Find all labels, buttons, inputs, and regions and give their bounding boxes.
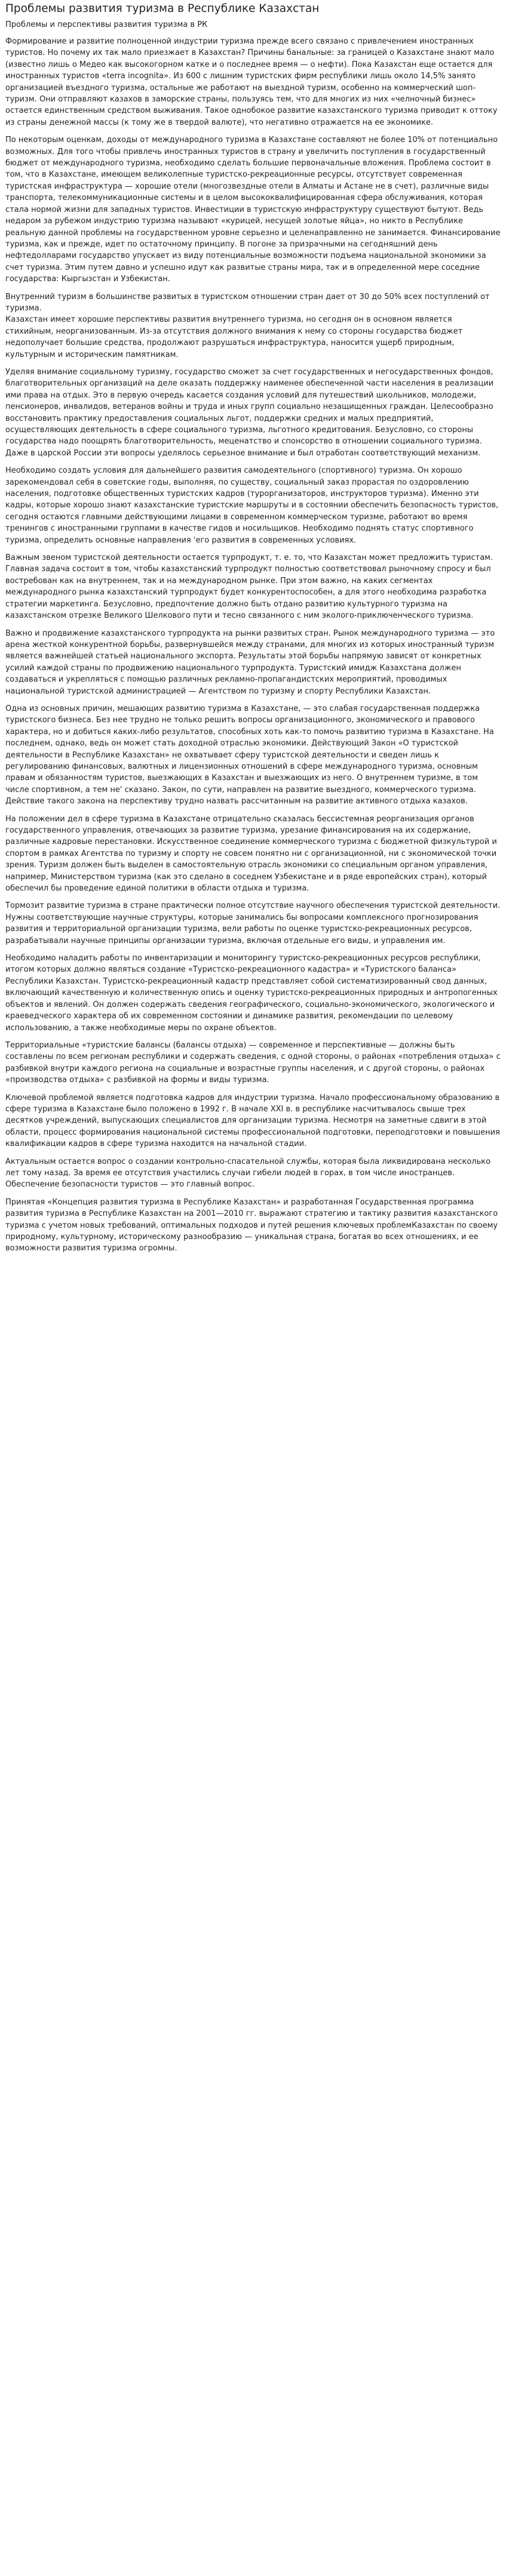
paragraph: Территориальные «туристские балансы (балансы отдыха) — современное и перспективные — должны быть составлены по всем регионам республики и содержать сведения, с одной стороны, о районах «потребления отдыха» с разбивкой внутри каждого региона на социальные и возрастные группы населения, и с другой стороны, о районах «производства отдыха» с разбивкой на формы и виды туризма. xyxy=(5,1040,501,1085)
article-title: Проблемы развития туризма в Республике Казахстан xyxy=(5,2,320,15)
paragraph: Важным звеном туристской деятельности остается турпродукт, т. е. то, что Казахстан может предложить туристам. Главная задача состоит в том, чтобы казахстанский турпродукт полностью соответствовал рыночному спросу и был востребован как на внутреннем, так и на международном рынке. При этом важно, на каких сегментах международного рынка казахстанский турпродукт будет конкурентоспособен, а для этого необходима разработка стратегии маркетинга. Безусловно, предпочтение должно быть отдано развитию культурного туризма на казахстанском отрезке Великого Шелкового пути и тесно связанного с ним эколого-приключенческого туризма. xyxy=(5,553,493,621)
paragraph: По некоторым оценкам, доходы от международного туризма в Казахстане составляют не более 10% от потенциально возможных. Для того чтобы привлечь иностранных туристов в страну и увеличить поступления в государственный бюджет от международного туризма, необходимо сделать большие первоначальные вложения. Проблема состоит в том, что в Казахстане, имеющем великолепные туристско-рекреационные ресурсы, отсутствует современная туристская инфраструктура — хорошие отели (многозвездные отели в Алматы и Астане не в счет), различные виды транспорта, телекоммуникационные системы и в целом высококвалифицированная сфера обслуживания, которая стала нормой жизни для западных туристов. Инвестиции в туристскую инфраструктуру существуют бытуют. Ведь недаром за рубежом индустрию туризма называют «курицей, несущей золотые яйца», но никто в Республике реальную данной проблемы на государственном уровне серьезно и целенаправленно не занимается. Финансирование туризма, как и прежде, идет по остаточному принципу. В погоне за призрачными на сегодняшний день нефтедолларами государство упускает из виду потенциальные возможности подъема национальной экономики за счет туризма. Этим путем давно и успешно идут как развитые страны мира, так и в определенной мере соседние государства: Кыргызстан и Узбекистан. xyxy=(5,135,501,284)
paragraph: Формирование и развитие полноценной индустрии туризма прежде всего связано с привлечением иностранных туристов. Но почему их так мало приезжает в Казахстан? Причины банальные: за границей о Казахстане знают мало (известно лишь о Медео как высокогорном катке и о последнее время — о нефти). Пока Казахстан еще остается для иностранных туристов «terra incognita». Из 600 с лишним туристских фирм республики лишь около 14,5% занято организацией въездного туризма, остальные же работают на выездной туризм, особенно на коммерческий шоп-туризм. Они отправляют казахов в заморские страны, пользуясь тем, что для многих из них «челночный бизнес» остается единственным средством выживания. Такое однобокое развитие казахстанского туризма приводит к оттоку из страны денежной массы (к тому же в твердой валюте), что негативно отражается на ее экономике. xyxy=(5,37,498,127)
article-subtitle: Проблемы и перспективы развития туризма в РК xyxy=(5,20,208,29)
paragraph: Внутренний туризм в большинстве развитых в туристском отношении стран дает от 30 до 50% всех поступлений от туризма. Казахстан имеет хорошие перспективы развития внутреннего туризма, но сегодня он в основном является стихийным, неорганизованным. Из-за отсутствия должного внимания к нему со стороны государства бюджет недополучает большие средства, продолжают разрушаться инфраструктура, наносится ущерб природным, культурным и историческим памятникам. xyxy=(5,292,490,359)
paragraph: На положении дел в сфере туризма в Казахстане отрицательно сказалась бессистемная реорганизация органов государственного управления, отвечающих за развитие туризма, урезание финансирования на их содержание, различные кадровые перестановки. Искусственное соединение коммерческого туризма с бюджетной физкультурой и спортом в рамках Агентства по туризму и спорту не совсем понятно ни с организационной, ни с экономической точки зрения. Туризм должен быть выделен в самостоятельную отрасль экономики со специальным органом управления, например, Министерством туризма (как это сделано в соседнем Узбекистане и в ряде европейских стран), который обеспечил бы проведение единой политики в области отдыха и туризма. xyxy=(5,814,497,893)
paragraph: Одна из основных причин, мешающих развитию туризма в Казахстане, — это слабая государственная поддержка туристского бизнеса. Без нее трудно не только решить вопросы организационного, экономического и правового характера, но и добиться каких-либо результатов, способных хоть как-то помочь развитию туризма в Казахстане. На последнем, однако, ведь он может стать доходной отраслью экономики. Действующий Закон «О туристской деятельности в Республике Казахстан» не охватывает сферу туристской деятельности и сведен лишь к регулированию финансовых, валютных и лицензионных отношений в сфере международного туризма, основным правам и обязанностям туристов, выезжающих в Казахстан и выезжающих из него. О внутреннем туризме, в том числе спортивном, а тем не' сказано. Закон, по сути, направлен на развитие выездного, коммерческого туризма. Действие такого закона на перспективу трудно назвать рассчитанным на развитие активного отдыха казахов. xyxy=(5,704,494,806)
paragraph: Принятая «Концепция развития туризма в Республике Казахстан» и разработанная Государственная программа развития туризма в Республике Казахстан на 2001—2010 гг. выражают стратегию и тактику развития казахстанского туризма с учетом новых требований, оптимальных подходов и путей решения ключевых проблемКазахстан по своему природному, культурному, историческому разнообразию — уникальная страна, богатая во всех отношениях, и ее возможности развития туризма огромны. xyxy=(5,1197,498,1253)
paragraph: Необходимо создать условия для дальнейшего развития самодеятельного (спортивного) туризма. Он хорошо зарекомендовал себя в советские годы, выполняя, по существу, социальный заказ прорастая по оздоровлению населения, подготовке общественных туристских кадров (турорганизаторов, инструкторов туризма). Именно эти кадры, которые хорошо знают казахстанские туристские маршруты и в состоянии обеспечить безопасность туристов, сегодня остаются главными действующими лицами в современном коммерческом туризме, работают во время тренингов с иностранными группами в качестве гидов и носильщиков. Необходимо поднять статус спортивного туризма, определить основные направления 'его развития в современных условиях. xyxy=(5,466,499,545)
article xyxy=(0,0,506,1263)
article-body xyxy=(5,36,501,1255)
paragraph: Уделяя внимание социальному туризму, государство сможет за счет государственных и негосударственных фондов, благотворительных организаций на деле оказать поддержку наименее обеспеченной части населения в реализации ими права на отдых. Это в первую очередь касается создания условий для путешествий школьников, молодежи, пенсионеров, инвалидов, ветеранов войны и труда и иных групп социально незащищенных граждан. Целесообразно восстановить практику предоставления социальных льгот, поддержки средних и малых предприятий, осуществляющих деятельность в сфере социального туризма, льготного кредитования. Безусловно, со стороны государства надо поощрять благотворительность, меценатство и спонсорство в отношении социального туризма. Даже в царской России эти вопросы уделялось серьезное внимание и был отработан соответствующий механизм. xyxy=(5,367,494,458)
paragraph: Необходимо наладить работы по инвентаризации и мониторингу туристско-рекреационных ресурсов республики, итогом которых должно являться создание «Туристско-рекреационного кадастра» и «Туристского баланса» Республики Казахстан. Туристско-рекреационный кадастр представляет собой систематизированный свод данных, включающий качественную и количественную опись и оценку туристско-рекреационных природных и антропогенных объектов и явлений. Он должен содержать сведения географического, социально-экономического, экологического и краеведческого характера об их современном состоянии и динамике развития, рекомендации по целевому использованию, а также необходимые меры по охране объектов. xyxy=(5,954,498,1033)
paragraph: Ключевой проблемой является подготовка кадров для индустрии туризма. Начало профессиональному образованию в сфере туризма в Казахстане было положено в 1992 г. В начале XXI в. в республике насчитывалось свыше трех десятков учреждений, выпускающих специалистов для организации туризма. Несмотря на заметные сдвиги в этой области, процесс формирования национальной системы профессиональной подготовки, переподготовки и повышения квалификации кадров в сфере туризма находится на начальной стадии. xyxy=(5,1093,500,1149)
paragraph: Тормозит развитие туризма в стране практически полное отсутствие научного обеспечения туристской деятельности. Нужны соответствующие научные структуры, которые занимались бы вопросами комплексного прогнозирования развития и территориальной организации туризма, вели работы по оценке туристско-рекреационных ресурсов, разрабатывали научные принципы организации туризма, включая отдельные его виды, и управления им. xyxy=(5,901,501,945)
paragraph: Актуальным остается вопрос о создании контрольно-спасательной службы, которая была ликвидирована несколько лет тому назад. За время ее отсутствия участились случаи гибели людей в горах, в том числе иностранцев. Обеспечение безопасности туристов — это главный вопрос. xyxy=(5,1157,491,1190)
paragraph: Важно и продвижение казахстанского турпродукта на рынки развитых стран. Рынок международного туризма — это арена жесткой конкурентной борьбы, развернувшейся между странами, для многих из которых иностранный туризм является важнейшей статьей национального экспорта. Результаты этой борьбы напрямую зависят от конкретных усилий каждой страны по продвижению национального турпродукта. Туристский имидж Казахстана должен создаваться и укрепляться с помощью различных рекламно-пропагандистских мероприятий, проводимых национальной туристской администрацией — Агентством по туризму и спорту Республики Казахстан. xyxy=(5,628,495,696)
